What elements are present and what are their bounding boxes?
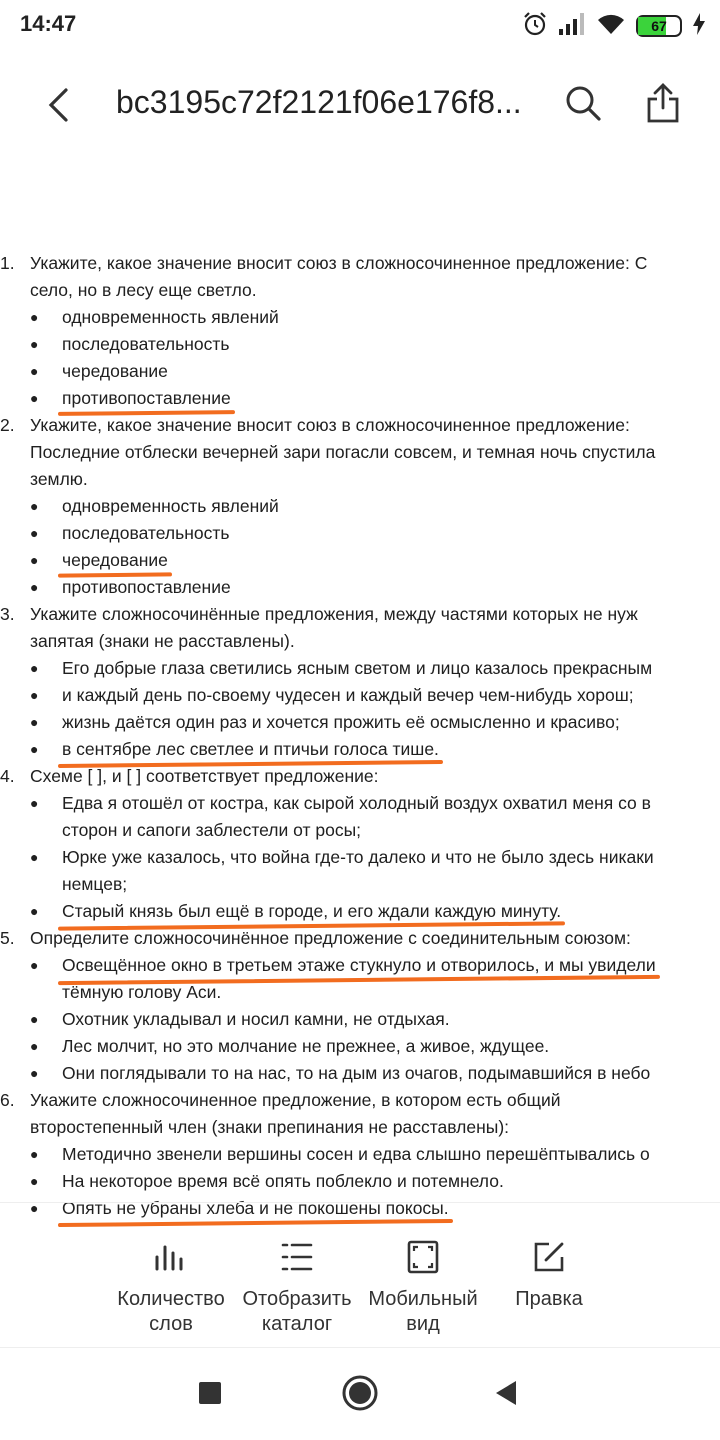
list-item: ● чередование (0, 547, 720, 574)
list-item: ● в сентябре лес светлее и птичьи голоса тише. (0, 736, 720, 763)
circle-icon (340, 1373, 380, 1413)
list-item: ● Освещённое окно в третьем этаже стукнуло и отворилось, и мы увидели (0, 952, 720, 979)
list-item: ● противопоставление (0, 385, 720, 412)
edit-icon (531, 1239, 567, 1275)
home-button[interactable] (338, 1371, 382, 1415)
battery-icon (636, 15, 682, 37)
option-text: противопоставление (62, 577, 231, 597)
edit-button[interactable] (484, 1235, 614, 1312)
list-item: ● Методично звенели вершины сосен и едва слышно перешёптывались о (30, 1144, 650, 1164)
list-item: ● Лес молчит, но это молчание не прежнее, а живое, ждущее. (30, 1036, 550, 1056)
question-line: Укажите, какое значение вносит союз в сложносочиненное предложение: С (30, 253, 648, 273)
question (0, 925, 720, 952)
option-text: последовательность (62, 523, 230, 543)
nav-back-button[interactable] (484, 1371, 528, 1415)
underlined-answer: в сентябре лес светлее и птичьи голоса тише. (62, 736, 439, 763)
battery-percent: 67 (651, 18, 667, 34)
underlined-answer: противопоставление (62, 385, 231, 412)
question-number: 2. (0, 415, 15, 435)
underlined-answer: чередование (62, 547, 168, 574)
search-icon (564, 84, 602, 122)
question-number: 6. (0, 1090, 15, 1110)
share-button[interactable] (640, 78, 686, 128)
document-title: bc3195c72f2121f06e176f8... (116, 84, 522, 120)
list-item: ● Юрке уже казалось, что война где-то далеко и что не было здесь никаки (30, 847, 654, 867)
option-text: последовательность (62, 334, 230, 354)
option-text: одновременность явлений (62, 496, 279, 516)
list-item: ● На некоторое время всё опять поблекло и потемнело. (30, 1171, 504, 1191)
search-button[interactable] (560, 80, 606, 126)
word-count-button[interactable] (106, 1235, 236, 1337)
chevron-left-icon (44, 87, 74, 123)
question-number: 1. (0, 253, 15, 273)
question (0, 277, 720, 304)
list-item: ● Они поглядывали то на нас, то на дым из очагов, подымавшийся в небо (30, 1063, 651, 1083)
mobile-view-button[interactable] (358, 1235, 488, 1337)
app-bar (0, 60, 720, 150)
option-text: Методично звенели вершины сосен и едва слышно перешёптывались о (62, 1144, 650, 1164)
list-item: ● Его добрые глаза светились ясным светом и лицо казалось прекрасным (30, 658, 653, 678)
question (0, 601, 720, 628)
question-line: Определите сложносочинённое предложение с соединительным союзом: (30, 928, 631, 948)
fullscreen-icon (406, 1239, 440, 1275)
tool-label: вид (406, 1313, 440, 1335)
tool-label: каталог (261, 1313, 333, 1335)
list-item: ● одновременность явлений (30, 496, 279, 516)
question (0, 628, 720, 655)
underlined-answer: Старый князь был ещё в городе, и его ждали каждую минуту. (62, 898, 561, 925)
status-icons (522, 12, 706, 40)
bar-chart-icon (153, 1239, 189, 1275)
question-line: Последние отблески вечерней зари погасли совсем, и темная ночь спустила (30, 442, 656, 462)
question-line: Укажите, какое значение вносит союз в сложносочиненное предложение: (30, 415, 630, 435)
list-item: ● противопоставление (30, 577, 231, 597)
question-number: 4. (0, 766, 15, 786)
option-text: Охотник укладывал и носил камни, не отдыхая. (62, 1009, 450, 1029)
option-text: одновременность явлений (62, 307, 279, 327)
list-item-continuation (0, 817, 720, 844)
question-line: село, но в лесу еще светло. (30, 280, 257, 300)
option-text: тёмную голову Аси. (62, 982, 222, 1002)
status-time: 14:47 (20, 11, 77, 36)
tool-label: Отобразить (242, 1288, 352, 1310)
list-item-continuation (0, 979, 720, 1006)
wifi-icon (596, 12, 626, 41)
underlined-answer: Опять не убраны хлеба и не покошены покосы. (62, 1195, 449, 1222)
option-text: и каждый день по-своему чудесен и каждый вечер чем-нибудь хорош; (62, 685, 634, 705)
question-line: землю. (30, 469, 88, 489)
triangle-icon (492, 1379, 520, 1407)
question-line: Схеме [ ], и [ ] соответствует предложение: (30, 766, 379, 786)
list-item: ● Едва я отошёл от костра, как сырой холодный воздух охватил меня со в (30, 793, 651, 813)
list-item: ● и каждый день по-своему чудесен и каждый вечер чем-нибудь хорош; (30, 685, 634, 705)
tool-label: Количество (117, 1288, 225, 1310)
question (0, 1087, 720, 1114)
list-item: ● Охотник укладывал и носил камни, не отдыхая. (30, 1009, 450, 1029)
question (0, 250, 720, 277)
option-text: немцев; (62, 874, 128, 894)
list-item: ● одновременность явлений (30, 307, 279, 327)
option-text: На некоторое время всё опять поблекло и потемнело. (62, 1171, 504, 1191)
question-line: Укажите сложносочиненное предложение, в котором есть общий (30, 1090, 561, 1110)
document-content (0, 250, 720, 1218)
share-icon (645, 82, 681, 124)
status-bar (0, 0, 720, 52)
question-number: 5. (0, 928, 15, 948)
list-item: ● Опять не убраны хлеба и не покошены покосы. (0, 1195, 720, 1222)
option-text: чередование (62, 361, 168, 381)
tool-label: Мобильный (368, 1288, 478, 1310)
question-line: второстепенный член (знаки препинания не расставлены): (30, 1117, 510, 1137)
list-item: ● последовательность (30, 334, 230, 354)
underlined-answer: Освещённое окно в третьем этаже стукнуло и отворилось, и мы увидели (62, 952, 656, 979)
alarm-icon (522, 11, 548, 42)
list-item: ● чередование (30, 361, 168, 381)
charging-icon (692, 12, 706, 41)
option-text: Едва я отошёл от костра, как сырой холодный воздух охватил меня со в (62, 793, 651, 813)
list-icon (279, 1239, 315, 1275)
list-item-continuation (0, 871, 720, 898)
question (0, 466, 720, 493)
bottom-toolbar (0, 1202, 720, 1348)
list-item: ● последовательность (30, 523, 230, 543)
signal-icon (558, 12, 586, 41)
question (0, 412, 720, 439)
list-item: ● жизнь даётся один раз и хочется прожить её осмысленно и красиво; (30, 712, 620, 732)
option-text: Его добрые глаза светились ясным светом и лицо казалось прекрасным (62, 658, 653, 678)
option-text: сторон и сапоги заблестели от росы; (62, 820, 362, 840)
question (0, 439, 720, 466)
question-number: 3. (0, 604, 15, 624)
question-line: Укажите сложносочинённые предложения, между частями которых не нуж (30, 604, 638, 624)
option-text: Лес молчит, но это молчание не прежнее, а живое, ждущее. (62, 1036, 550, 1056)
list-item: ● Старый князь был ещё в городе, и его ждали каждую минуту. (0, 898, 720, 925)
catalog-button[interactable] (232, 1235, 362, 1337)
question-line: запятая (знаки не расставлены). (30, 631, 295, 651)
option-text: жизнь даётся один раз и хочется прожить её осмысленно и красиво; (62, 712, 620, 732)
tool-label: слов (149, 1313, 193, 1335)
recents-button[interactable] (188, 1371, 232, 1415)
question (0, 1114, 720, 1141)
back-button[interactable] (36, 82, 82, 128)
question (0, 763, 720, 790)
option-text: Юрке уже казалось, что война где-то далеко и что не было здесь никаки (62, 847, 654, 867)
option-text: Они поглядывали то на нас, то на дым из очагов, подымавшийся в небо (62, 1063, 651, 1083)
tool-label: Правка (515, 1288, 583, 1310)
square-icon (197, 1380, 223, 1406)
system-nav-bar (0, 1347, 720, 1440)
